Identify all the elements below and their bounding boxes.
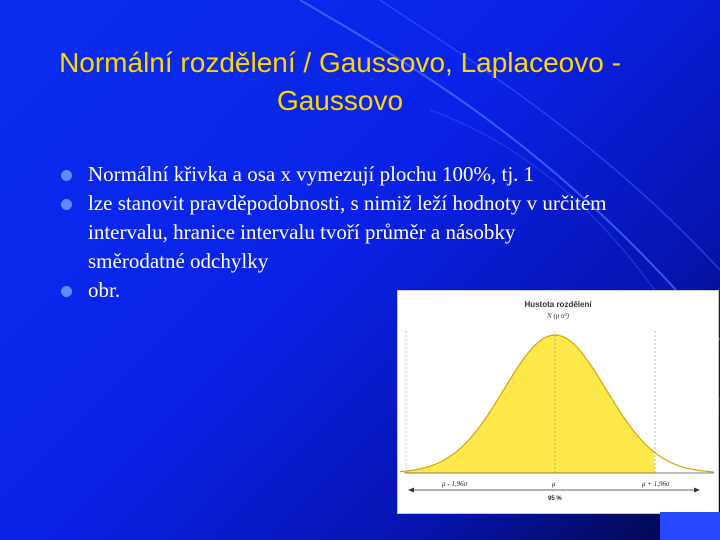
bullet-dot-icon <box>61 199 72 210</box>
bullet-item <box>56 160 616 189</box>
percent-label: 95 % <box>548 496 562 502</box>
bullet-text: Normální křivka a osa x vymezují plochu 100%, tj. 1 <box>88 162 535 186</box>
figure-subtitle: N (μ σ²) <box>547 312 569 320</box>
arrow-right-head <box>694 488 700 493</box>
slide-title: Normální rozdělení / Gaussovo, Laplaceovo - Gaussovo <box>59 47 621 116</box>
right-bound-label: μ + 1,96σ <box>642 480 670 488</box>
left-bound-label: μ - 1,96σ <box>442 480 468 488</box>
normal-distribution-figure <box>397 290 719 514</box>
bullet-dot-icon <box>61 170 72 181</box>
figure-title: Hustota rozdělení <box>524 300 592 309</box>
arrow-left-head <box>408 488 414 493</box>
corner-decoration <box>660 512 720 540</box>
mean-label: μ <box>552 480 556 488</box>
bullet-dot-icon <box>61 286 72 297</box>
bullet-text: lze stanovit pravděpodobnosti, s nimiž leží hodnoty v určitém intervalu, hranice intervalu tvoří průměr a násobky směrodatné odchylky <box>88 191 607 273</box>
bullet-list <box>56 160 616 305</box>
bullet-text: obr. <box>88 278 121 302</box>
bell-curve-area <box>406 335 655 473</box>
bullet-item <box>56 189 616 276</box>
